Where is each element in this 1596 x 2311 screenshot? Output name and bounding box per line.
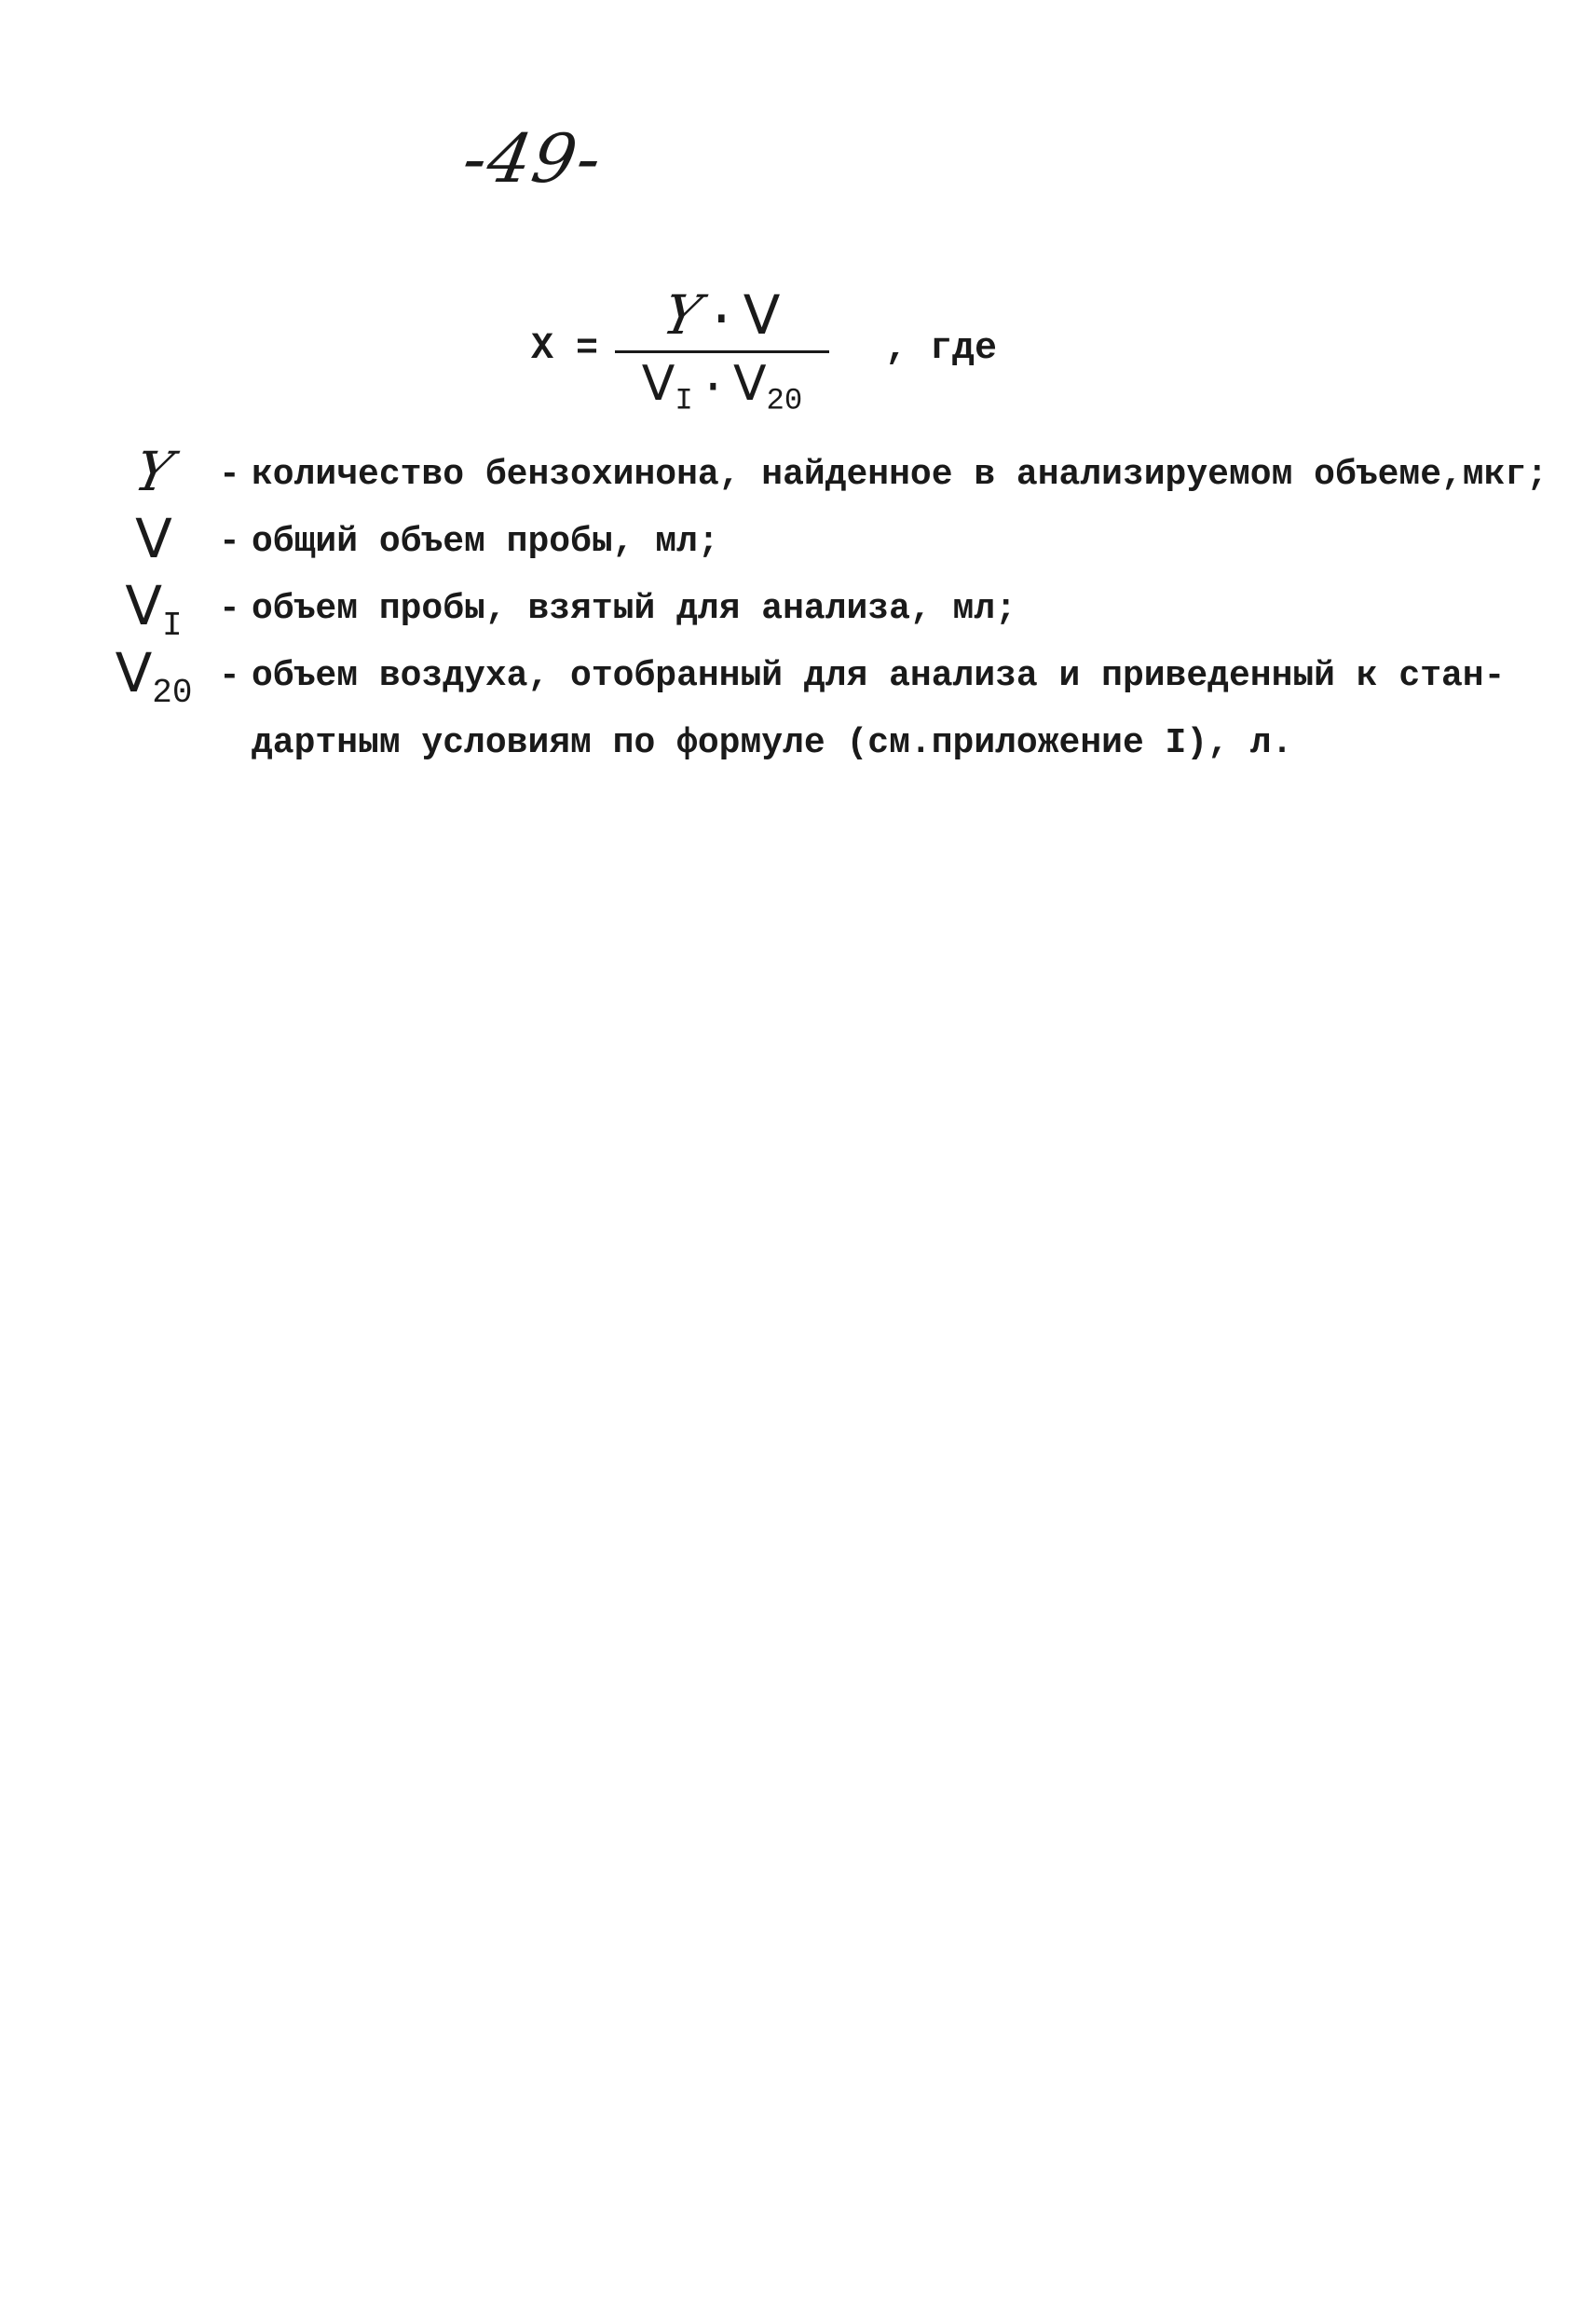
formula-lhs: X = — [531, 328, 599, 370]
page-number: -49- — [457, 119, 609, 198]
formula-fraction — [615, 280, 829, 419]
formula-denominator — [615, 356, 829, 421]
definition-symbol-v1-base: V — [125, 574, 163, 637]
formula-denominator-sub-20: 20 — [766, 383, 803, 418]
definition-continuation-text: дартным условиям по формуле (см.приложение I), л. — [252, 723, 1293, 763]
definition-symbol-v20-sub: 20 — [152, 673, 193, 712]
definition-symbol-v1-sub: I — [162, 606, 183, 645]
definition-row-v20 — [102, 641, 1506, 716]
definition-row-y — [102, 440, 1548, 514]
definition-symbol-y: Y — [129, 440, 179, 503]
fraction-bar — [615, 350, 829, 353]
formula-numerator-symbol-y: Y — [657, 283, 707, 347]
definition-dash: - — [219, 455, 240, 495]
definitions-list — [102, 440, 1548, 783]
definition-text: объем пробы, взятый для анализа, мл; — [252, 589, 1016, 629]
definition-text: общий объем пробы, мл; — [252, 522, 719, 562]
definition-dash: - — [219, 656, 240, 696]
formula-denominator-sub-1: I — [675, 383, 693, 418]
formula-numerator-symbol-v: V — [743, 283, 781, 347]
definition-symbol-v1 — [102, 574, 205, 645]
definition-row-v — [102, 507, 1500, 581]
definition-text: объем воздуха, отобранный для анализа и приведенный к стан- — [252, 656, 1506, 696]
formula-denominator-symbol-v1: V — [641, 356, 675, 412]
formula-denominator-dot: · — [698, 360, 728, 415]
formula — [531, 280, 1016, 429]
definition-symbol-v20-base: V — [115, 641, 153, 704]
definition-symbol-v: V — [135, 507, 172, 570]
definition-dash: - — [219, 589, 240, 629]
formula-denominator-symbol-v20: V — [732, 356, 767, 412]
definition-row-v1 — [102, 574, 1500, 649]
definition-dash: - — [219, 522, 240, 562]
definition-symbol-v20 — [102, 641, 205, 712]
definition-text: количество бензохинона, найденное в анализируемом объеме,мкг; — [252, 455, 1548, 495]
formula-where: , где — [885, 328, 998, 370]
formula-numerator — [615, 283, 829, 349]
formula-numerator-dot: · — [704, 290, 738, 350]
definition-continuation — [102, 716, 1500, 783]
